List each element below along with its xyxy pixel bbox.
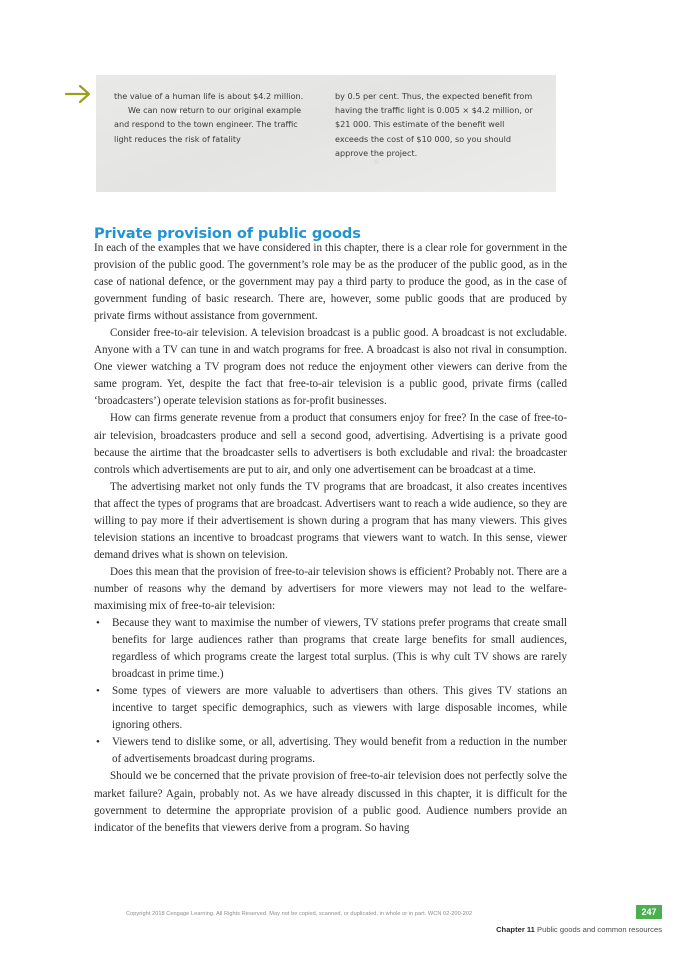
- body-paragraph-5: Does this mean that the provision of free-to-air television shows is efficient? Probably not. There are a number of reasons why the demand by advertisers for more viewers may not lead to the welfare-maximising mix of free-to-air television:: [94, 565, 567, 612]
- chapter-title: Public goods and common resources: [537, 925, 662, 934]
- callout-right-para-1: by 0.5 per cent. Thus, the expected benefit from having the traffic light is 0.005 × $4.2 million, or $21 000. This estimate of the benefit well exceeds the cost of $10 000, so you should approve the project.: [335, 91, 533, 158]
- list-item-text: Viewers tend to dislike some, or all, advertising. They would benefit from a reduction in the number of advertisements broadcast during programs.: [112, 736, 567, 766]
- bullet-marker-icon: •: [96, 684, 100, 697]
- body-content: [94, 240, 567, 837]
- body-paragraph-closing: Should we be concerned that the private provision of free-to-air television does not perfectly solve the market failure? Again, probably not. As we have already discussed in this chapter, it is difficult for the government to determine the appropriate provision of a public good. Audience numbers provide an indicator of the benefits that viewers derive from a program. So having: [94, 770, 567, 834]
- callout-left-column: [114, 89, 317, 160]
- body-paragraph-3: How can firms generate revenue from a product that consumers enjoy for free? In the case of free-to-air television, broadcasters produce and sell a second good, advertising. Advertising is a private good because the airtime that the broadcaster sells to advertisers is both excludable and rival: the broadcaster controls which advertisements are put to air, and only one advertisement can be broadcast at a time.: [94, 412, 567, 476]
- chapter-footer-line: [496, 925, 662, 934]
- callout-left-para-1: the value of a human life is about $4.2 million.: [114, 91, 304, 101]
- arrow-right-icon: [62, 80, 96, 108]
- bullet-marker-icon: •: [96, 616, 100, 629]
- list-item: [94, 734, 567, 768]
- callout-left-para-2: We can now return to our original example and respond to the town engineer. The traffic light reduces the risk of fatality: [114, 105, 302, 144]
- page-number-badge: 247: [636, 905, 662, 919]
- chapter-label: Chapter 11: [496, 925, 535, 934]
- callout-right-column: [335, 89, 538, 160]
- body-paragraph-1: In each of the examples that we have considered in this chapter, there is a clear role for government in the provision of the public good. The government’s role may be as the producer of the public good, as in the case of national defence, or the government may pay a third party to produce the good, as in the case of government funding of basic research. There are, however, some public goods that are produced by private firms without assistance from government.: [94, 242, 567, 323]
- list-item-text: Some types of viewers are more valuable to advertisers than others. This gives TV stations an incentive to target specific demographics, such as viewers with large disposable incomes, while ignoring others.: [112, 685, 567, 732]
- callout-box: [96, 75, 556, 192]
- list-item-text: Because they want to maximise the number of viewers, TV stations prefer programs that create small benefits for large audiences rather than programs that create large benefits for small audiences, regardless of which programs create the largest total surplus. (This is why cult TV shows are rarely broadcast in prime time.): [112, 617, 567, 681]
- copyright-notice: Copyright 2018 Cengage Learning. All Rights Reserved. May not be copied, scanned, or duplicated, in whole or in part. WCN 02-200-202: [126, 911, 473, 917]
- page-footer: [0, 903, 700, 953]
- list-item: [94, 615, 567, 683]
- section-heading: Private provision of public goods: [94, 225, 361, 243]
- callout-columns: [114, 89, 538, 160]
- list-item: [94, 683, 567, 734]
- body-paragraph-2: Consider free-to-air television. A television broadcast is a public good. A broadcast is not excludable. Anyone with a TV can tune in and watch programs for free. A broadcast is also not rival in consumption. One viewer watching a TV program does not reduce the enjoyment other viewers can derive from the same program. Yet, despite the fact that free-to-air television is a public good, private firms (called ‘broadcasters’) operate television stations as for-profit businesses.: [94, 327, 567, 408]
- reasons-list: [94, 615, 567, 768]
- body-paragraph-4: The advertising market not only funds the TV programs that are broadcast, it also creates incentives that affect the types of programs that are broadcast. Advertisers want to reach a wide audience, so they are willing to pay more if their advertisement is shown during a program that has many viewers. This gives television stations an incentive to broadcast programs that viewers want to watch. In this sense, viewer demand drives what is shown on television.: [94, 480, 567, 561]
- bullet-marker-icon: •: [96, 735, 100, 748]
